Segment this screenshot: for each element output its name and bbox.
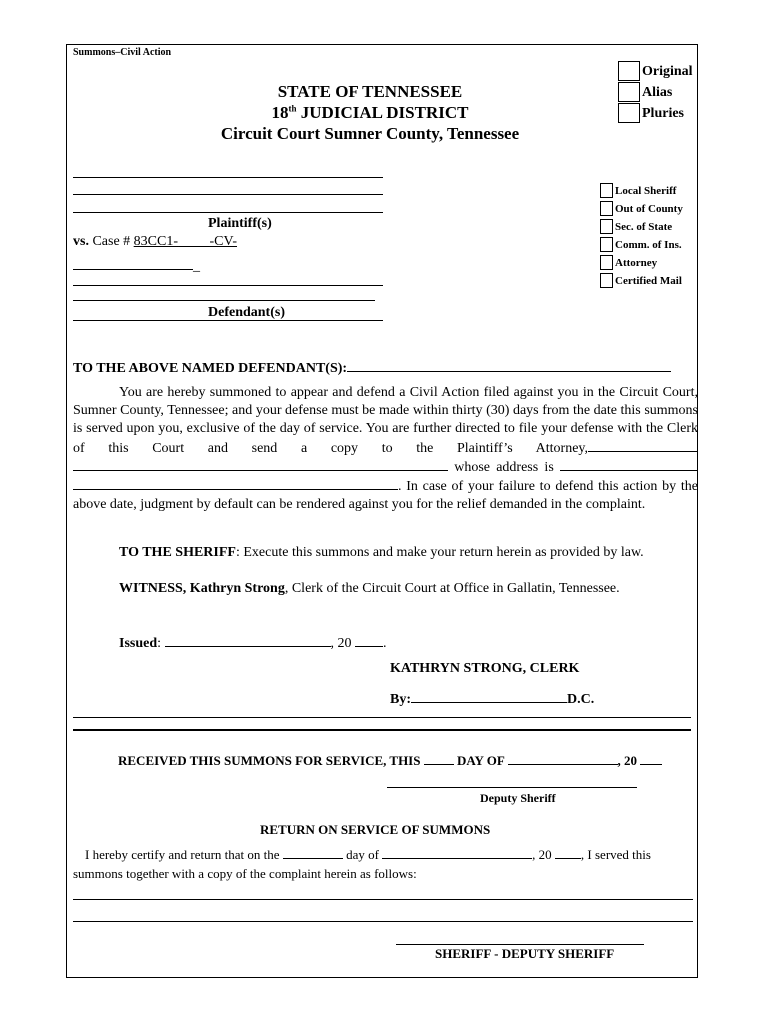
received-month-field[interactable] — [508, 753, 618, 765]
plaintiff-line-2[interactable] — [73, 194, 383, 195]
case-number-row: vs. Case # 83CC1- -CV- — [73, 234, 238, 249]
header-district: 18th JUDICIAL DISTRICT — [271, 103, 469, 122]
issued-row: Issued: , 20 . — [119, 636, 387, 651]
return-day-field[interactable] — [283, 847, 343, 859]
clerk-name: KATHRYN STRONG, CLERK — [390, 661, 580, 676]
return-title: RETURN ON SERVICE OF SUMMONS — [260, 822, 491, 837]
summons-type-original: Original — [618, 61, 698, 82]
case-tail-row: _ — [73, 256, 200, 275]
checkbox-comm-of-ins[interactable] — [600, 237, 613, 252]
form-label: Summons–Civil Action — [73, 47, 172, 58]
separator-line-1 — [73, 717, 691, 718]
address-field-1[interactable] — [560, 458, 698, 471]
service-local-sheriff: Local Sheriff — [600, 181, 698, 199]
summons-type-alias: Alias — [618, 82, 698, 103]
checkbox-pluries[interactable] — [618, 103, 640, 123]
case-number-field[interactable]: 83CC1- -CV- — [133, 234, 238, 249]
summons-type-pluries: Pluries — [618, 103, 698, 124]
summons-type-group — [618, 61, 698, 124]
received-year-field[interactable] — [640, 753, 662, 765]
checkbox-original[interactable] — [618, 61, 640, 81]
vs-label: vs. — [73, 234, 89, 249]
witness-line: WITNESS, Kathryn Strong, Clerk of the Circuit Court at Office in Gallatin, Tennessee. — [119, 581, 620, 596]
received-row: RECEIVED THIS SUMMONS FOR SERVICE, THIS DAY OF , 20 — [118, 753, 662, 769]
defendant-line-1[interactable] — [73, 285, 383, 286]
return-certify-row: I hereby certify and return that on the day of , 20 , I served this — [85, 847, 651, 862]
deputy-clerk-signature-field[interactable] — [411, 690, 567, 703]
checkbox-sec-of-state[interactable] — [600, 219, 613, 234]
issued-date-field[interactable] — [165, 634, 331, 647]
checkbox-alias[interactable] — [618, 82, 640, 102]
clerk-signature-row: By: D.C. — [390, 692, 595, 707]
sheriff-signature-label: SHERIFF - DEPUTY SHERIFF — [435, 946, 615, 961]
return-detail-line-1[interactable] — [73, 899, 693, 900]
sheriff-instruction: TO THE SHERIFF: Execute this summons and make your return herein as provided by law. — [119, 545, 644, 560]
service-comm-of-ins: Comm. of Ins. — [600, 235, 698, 253]
defendant-line-2[interactable] — [73, 300, 375, 301]
issued-year-field[interactable] — [355, 634, 383, 647]
plaintiff-line-3[interactable] — [73, 212, 383, 213]
header-state: STATE OF TENNESSEE — [277, 82, 463, 101]
return-year-field[interactable] — [555, 847, 581, 859]
deputy-sheriff-signature-line[interactable] — [387, 787, 637, 788]
service-attorney: Attorney — [600, 253, 698, 271]
defendant-label: Defendant(s) — [208, 305, 285, 320]
defendant-name-field[interactable] — [347, 358, 671, 372]
return-month-field[interactable] — [382, 847, 532, 859]
checkbox-out-of-county[interactable] — [600, 201, 613, 216]
plaintiff-label: Plaintiff(s) — [208, 216, 272, 231]
service-method-group — [600, 181, 698, 289]
address-field-2[interactable] — [73, 477, 398, 490]
service-certified-mail: Certified Mail — [600, 271, 698, 289]
service-out-of-county: Out of County — [600, 199, 698, 217]
header-court: Circuit Court Sumner County, Tennessee — [220, 124, 520, 143]
checkbox-attorney[interactable] — [600, 255, 613, 270]
sheriff-signature-line[interactable] — [396, 944, 644, 945]
case-tail-field[interactable] — [73, 256, 193, 270]
to-defendant-row: TO THE ABOVE NAMED DEFENDANT(S): — [73, 358, 671, 377]
received-day-field[interactable] — [424, 753, 454, 765]
attorney-field-1[interactable] — [588, 439, 698, 452]
attorney-field-2[interactable] — [73, 458, 448, 471]
deputy-sheriff-label: Deputy Sheriff — [480, 791, 556, 805]
return-summons-text: summons together with a copy of the complaint herein as follows: — [73, 866, 417, 881]
return-detail-line-2[interactable] — [73, 921, 693, 922]
checkbox-local-sheriff[interactable] — [600, 183, 613, 198]
checkbox-certified-mail[interactable] — [600, 273, 613, 288]
service-sec-of-state: Sec. of State — [600, 217, 698, 235]
summons-paragraph: You are hereby summoned to appear and defend a Civil Action filed against you in the Circuit Court, Sumner County, Tennessee; and your defense must be made within thirty (30) days from the date this summons is served upon you, exclusive of the day of service. You are further directed to file your defense with the Clerk of this Court and send a copy to the Plaintiff’s Attorney, whose address is . In case of your failure to defend this action by the above date, judgment by default can be rendered against you for the relief demanded in the complaint. — [73, 385, 698, 513]
separator-line-2 — [73, 729, 691, 731]
plaintiff-line-1[interactable] — [73, 177, 383, 178]
